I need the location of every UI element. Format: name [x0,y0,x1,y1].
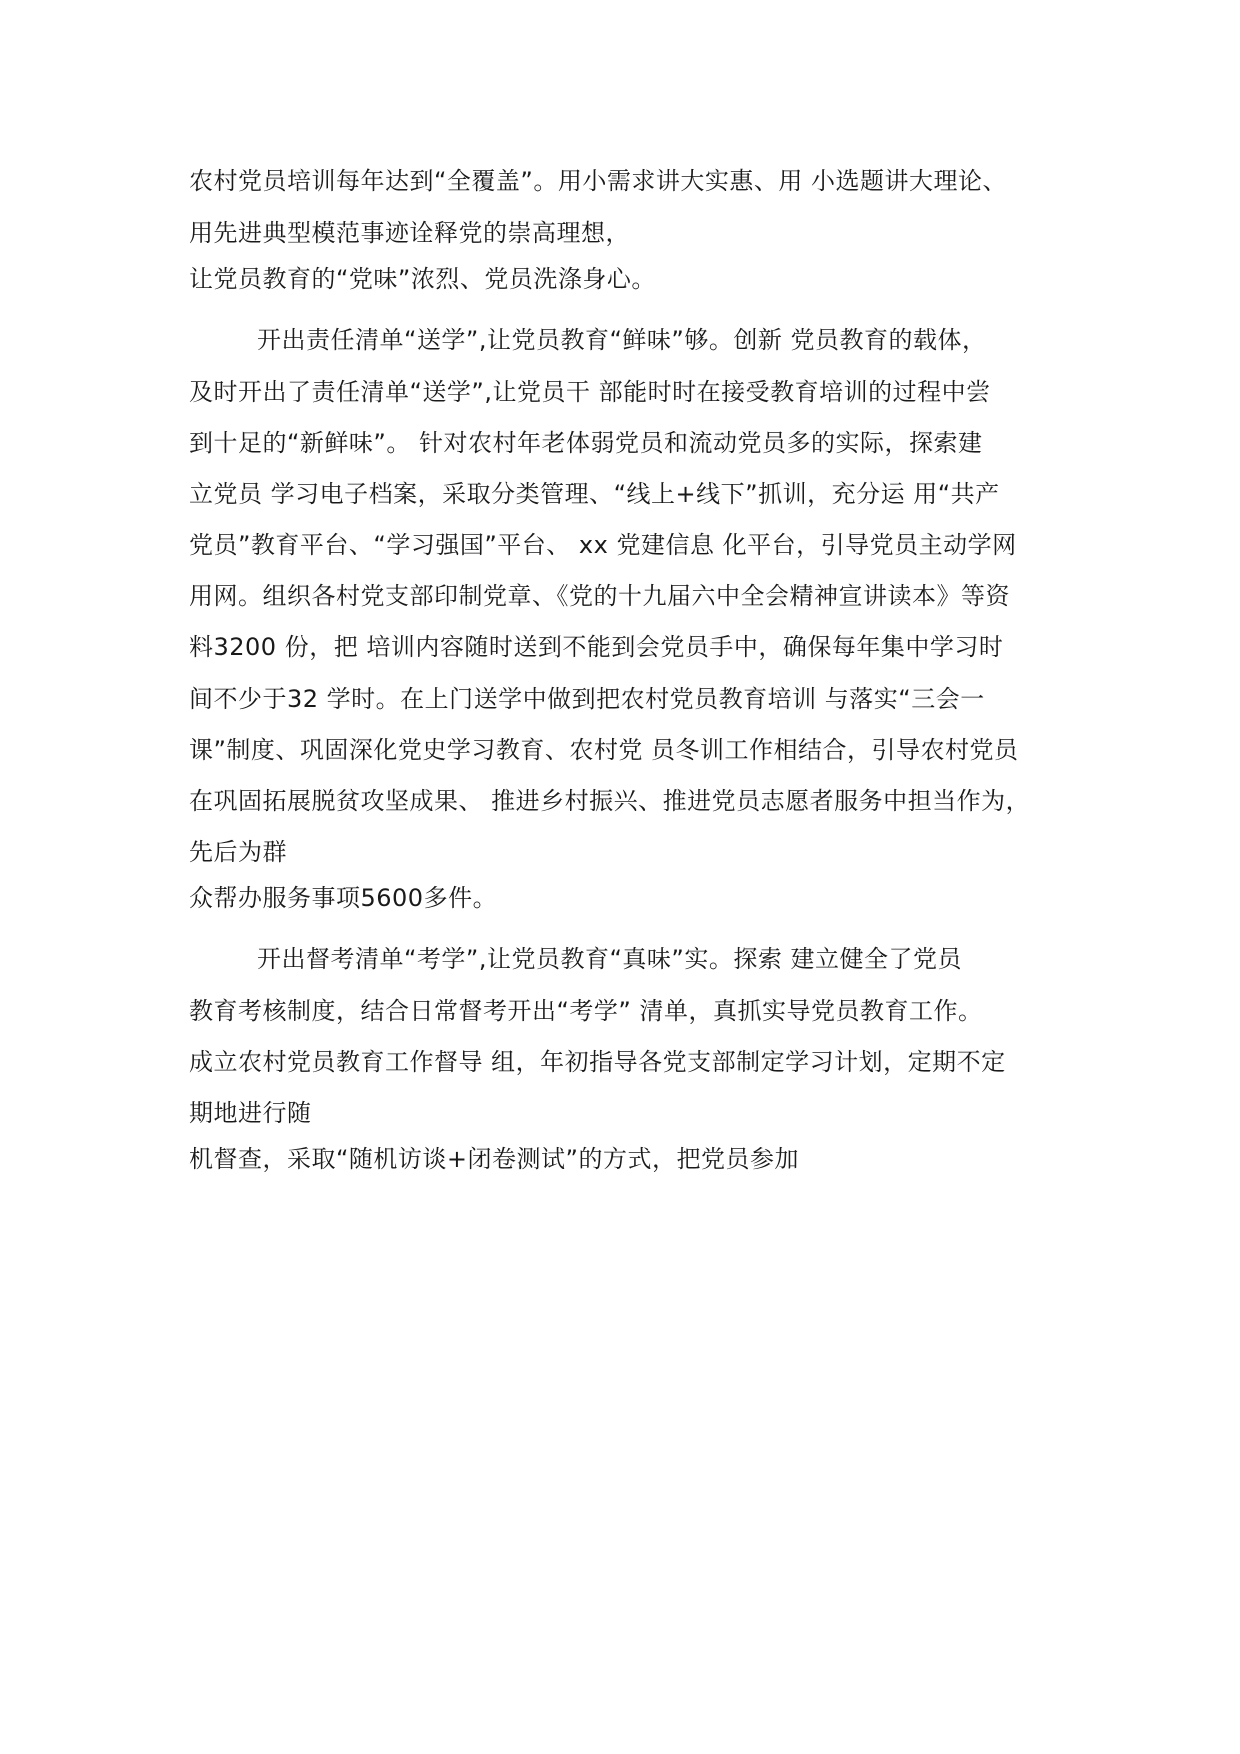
text-line: 让党员教育的“党味”浓烈、党员洗涤身心。 [189,265,656,293]
text-line: 众帮办服务事项5600多件。 [189,884,498,912]
text-line: 立党员 学习电子档案，采取分类管理、“线上+线下”抓训，充分运 用“共产 [189,480,1000,508]
text-line: 料3200 份，把 培训内容随时送到不能到会党员手中，确保每年集中学习时 [189,633,1004,661]
text-line: 党员”教育平台、“学习强国”平台、 xx 党建信息 化平台，引导党员主动学网 [189,531,1017,559]
text-line: 及时开出了责任清单“送学”,让党员干 部能时时在接受教育培训的过程中尝 [189,378,991,406]
text-line: 在巩固拓展脱贫攻坚成果、 推进乡村振兴、推进党员志愿者服务中担当作为， [189,787,1031,815]
text-line: 课”制度、巩固深化党史学习教育、农村党 员冬训工作相结合，引导农村党员 [189,736,1019,764]
text-line: 用先进典型模范事迹诠释党的崇高理想， [189,219,630,247]
text-line: 间不少于32 学时。在上门送学中做到把农村党员教育培训 与落实“三会一 [189,685,985,713]
text-line: 到十足的“新鲜味”。 针对农村年老体弱党员和流动党员多的实际，探索建 [189,429,983,457]
paragraph-start-line: 开出责任清单“送学”,让党员教育“鲜味”够。创新 党员教育的载体， [257,326,987,354]
text-line: 农村党员培训每年达到“全覆盖”。用小需求讲大实惠、用 小选题讲大理论、 [189,167,1007,195]
text-line: 先后为群 [189,838,287,866]
text-line: 期地进行随 [189,1099,312,1127]
text-line: 用网。组织各村党支部印制党章、《党的十九届六中全会精神宣讲读本》等资 [189,582,1010,610]
text-line: 机督查，采取“随机访谈+闭卷测试”的方式，把党员参加 [189,1145,799,1173]
text-line: 教育考核制度，结合日常督考开出“考学” 清单，真抓实导党员教育工作。 [189,997,983,1025]
text-line: 成立农村党员教育工作督导 组，年初指导各党支部制定学习计划，定期不定 [189,1048,1006,1076]
paragraph-start-line: 开出督考清单“考学”,让党员教育“真味”实。探索 建立健全了党员 [257,945,962,973]
